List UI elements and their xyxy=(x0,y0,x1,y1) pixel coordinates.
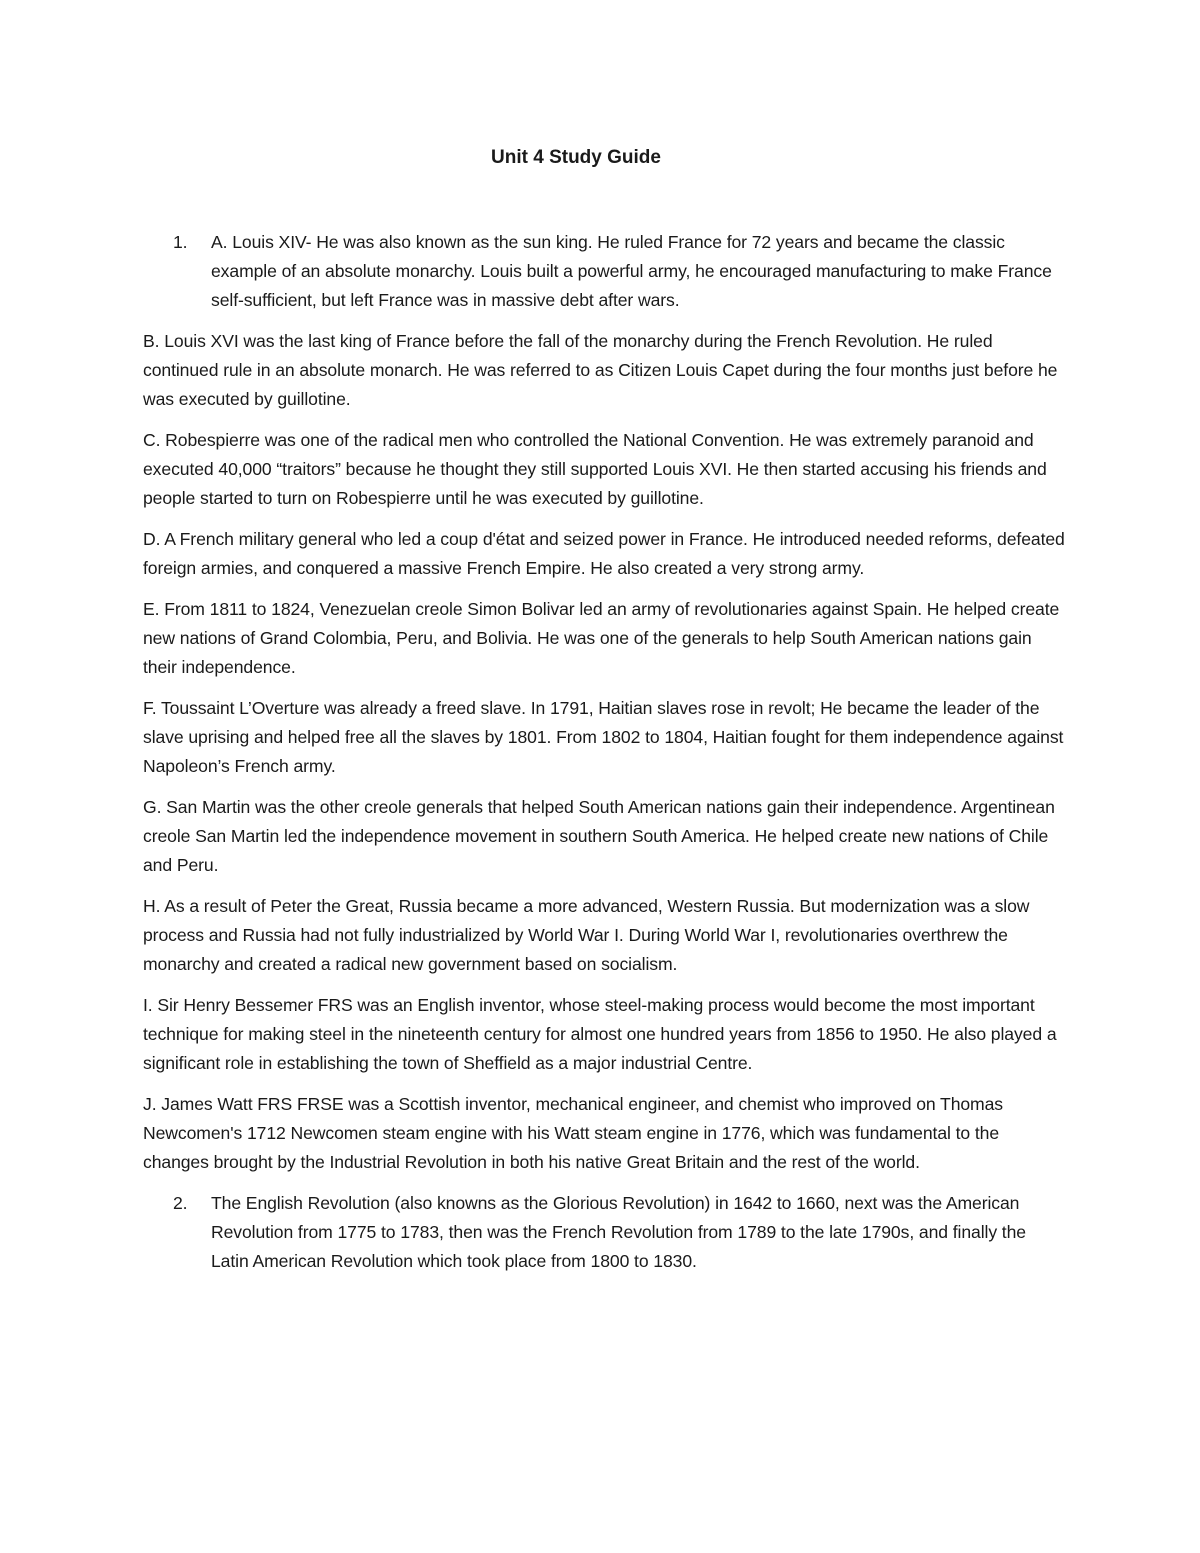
paragraph-d: D. A French military general who led a coup d'état and seized power in France. He introduced needed reforms, defeated foreign armies, and conquered a massive French Empire. He also created a very strong army. xyxy=(143,529,1065,578)
paragraph-j: J. James Watt FRS FRSE was a Scottish inventor, mechanical engineer, and chemist who improved on Thomas Newcomen's 1712 Newcomen steam engine with his Watt steam engine in 1776, which was fundamental to the changes brought by the Industrial Revolution in both his native Great Britain and the rest of the world. xyxy=(143,1094,1003,1172)
document-title: Unit 4 Study Guide xyxy=(491,147,661,168)
paragraph-h: H. As a result of Peter the Great, Russia became a more advanced, Western Russia. But modernization was a slow process and Russia had not fully industrialized by World War I. During World War I, revolutionaries overthrew the monarchy and created a radical new government based on socialism. xyxy=(143,896,1030,974)
item-text: The English Revolution (also knowns as the Glorious Revolution) in 1642 to 1660, next was the American Revolution from 1775 to 1783, then was the French Revolution from 1789 to the late 1790s, and finally the Latin American Revolution which took place from 1800 to 1830. xyxy=(211,1193,1026,1271)
numbered-item-2 xyxy=(143,1189,1068,1276)
item-number: 2. xyxy=(173,1193,188,1213)
item-text: A. Louis XIV- He was also known as the sun king. He ruled France for 72 years and became the classic example of an absolute monarchy. Louis built a powerful army, he encouraged manufacturing to make France self-sufficient, but left France was in massive debt after wars. xyxy=(211,232,1052,310)
item-number: 1. xyxy=(173,232,188,252)
paragraph-b: B. Louis XVI was the last king of France before the fall of the monarchy during the French Revolution. He ruled continued rule in an absolute monarch. He was referred to as Citizen Louis Capet during the four months just before he was executed by guillotine. xyxy=(143,331,1058,409)
document-body xyxy=(143,228,1068,1288)
paragraph-e: E. From 1811 to 1824, Venezuelan creole Simon Bolivar led an army of revolutionaries against Spain. He helped create new nations of Grand Colombia, Peru, and Bolivia. He was one of the generals to help South American nations gain their independence. xyxy=(143,599,1060,677)
paragraph-c: C. Robespierre was one of the radical men who controlled the National Convention. He was extremely paranoid and executed 40,000 “traitors” because he thought they still supported Louis XVI. He then started accusing his friends and people started to turn on Robespierre until he was executed by guillotine. xyxy=(143,430,1047,508)
paragraph-i: I. Sir Henry Bessemer FRS was an English inventor, whose steel-making process would become the most important technique for making steel in the nineteenth century for almost one hundred years from 1856 to 1950. He also played a significant role in establishing the town of Sheffield as a major industrial Centre. xyxy=(143,995,1057,1073)
paragraph-g: G. San Martin was the other creole generals that helped South American nations gain their independence. Argentinean creole San Martin led the independence movement in southern South America. He helped create new nations of Chile and Peru. xyxy=(143,797,1055,875)
paragraph-f: F. Toussaint L’Overture was already a freed slave. In 1791, Haitian slaves rose in revolt; He became the leader of the slave uprising and helped free all the slaves by 1801. From 1802 to 1804, Haitian fought for them independence against Napoleon’s French army. xyxy=(143,698,1064,776)
numbered-item-1 xyxy=(143,228,1068,315)
